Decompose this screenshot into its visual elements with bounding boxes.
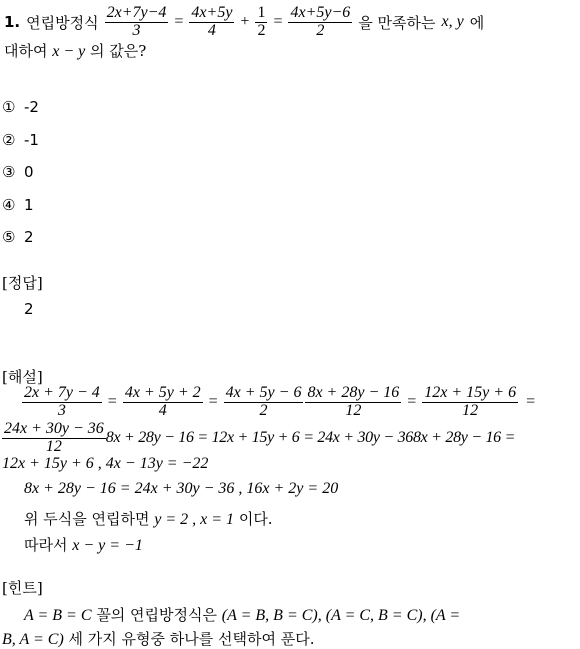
hint-label: [힌트] [2,579,43,597]
explanation-line-2: $\frac{24x + 30y - 36}{12}$ 8x + 28y − 16 = 12x + 15y + 6 = 24x + 30y − 368x + 28y − 16 = [4,419,516,455]
fraction: $\frac{24x + 30y - 36}{12}$ [4,419,104,455]
choice-5[interactable]: ⑤ 2 [2,228,34,246]
fraction: $\frac{2x+7y-4}{3}$ [106,3,167,39]
explanation-line-4: 8x + 28y − 16 = 24x + 30y − 36 , 16x + 2y = 20 [24,480,339,497]
fraction: $\frac{1}{2}$ [257,3,266,39]
fraction: $\frac{2x + 7y - 4}{3}$ [24,383,100,419]
question-vars: x, y [441,13,464,30]
explanation-line-1: $\frac{2x + 7y - 4}{3}$ = $\frac{4x + 5y + 2}{4}$ = $\frac{4x + 5y - 6}{2}$ $\frac{8x + 28y - 16}{12}$ = $\frac{12x + 15y + 6}{12}$ = [24,383,536,419]
answer-value: 2 [24,300,34,318]
hint-line-2: B, A = C) 세 가지 유형중 하나를 선택하여 푼다. [2,630,315,648]
choice-2[interactable]: ② -1 [2,131,39,149]
fraction: $\frac{4x+5y-6}{2}$ [290,3,351,39]
explanation-line-3: 12x + 15y + 6 , 4x − 13y = −22 [2,455,209,472]
answer-label: [정답] [2,274,43,292]
question-intro: 연립방정식 [26,13,99,32]
fraction: $\frac{12x + 15y + 6}{12}$ [424,383,517,419]
fraction: $\frac{4x+5y}{4}$ [191,3,233,39]
choice-4[interactable]: ④ 1 [2,196,34,214]
choice-3[interactable]: ③ 0 [2,163,34,181]
question-line-1: 1. 연립방정식 $\frac{2x+7y-4}{3}$ = $\frac{4x+5y}{4}$ + $\frac{1}{2}$ = $\frac{4x+5y-6}{2}$ 을 만족하는 x, y 에 [4,3,485,39]
fraction: $\frac{8x + 28y - 16}{12}$ [307,383,400,419]
fraction: $\frac{4x + 5y + 2}{4}$ [124,383,201,419]
question-line-2: 대하여 x − y 의 값은? [4,42,147,60]
question-number: 1. [4,13,21,31]
hint-line-1: A = B = C 꼴의 연립방정식은 (A = B, B = C), (A = C, B = C), (A = [24,606,461,624]
fraction: $\frac{4x + 5y - 6}{2}$ [225,383,302,419]
explanation-line-6: 따라서 x − y = −1 [24,536,143,554]
question-tail: 을 만족하는 [358,13,436,32]
choice-1[interactable]: ① -2 [2,98,39,116]
explanation-label: [해설] [2,368,43,386]
explanation-line-5: 위 두식을 연립하면 y = 2 , x = 1 이다. [24,510,273,528]
